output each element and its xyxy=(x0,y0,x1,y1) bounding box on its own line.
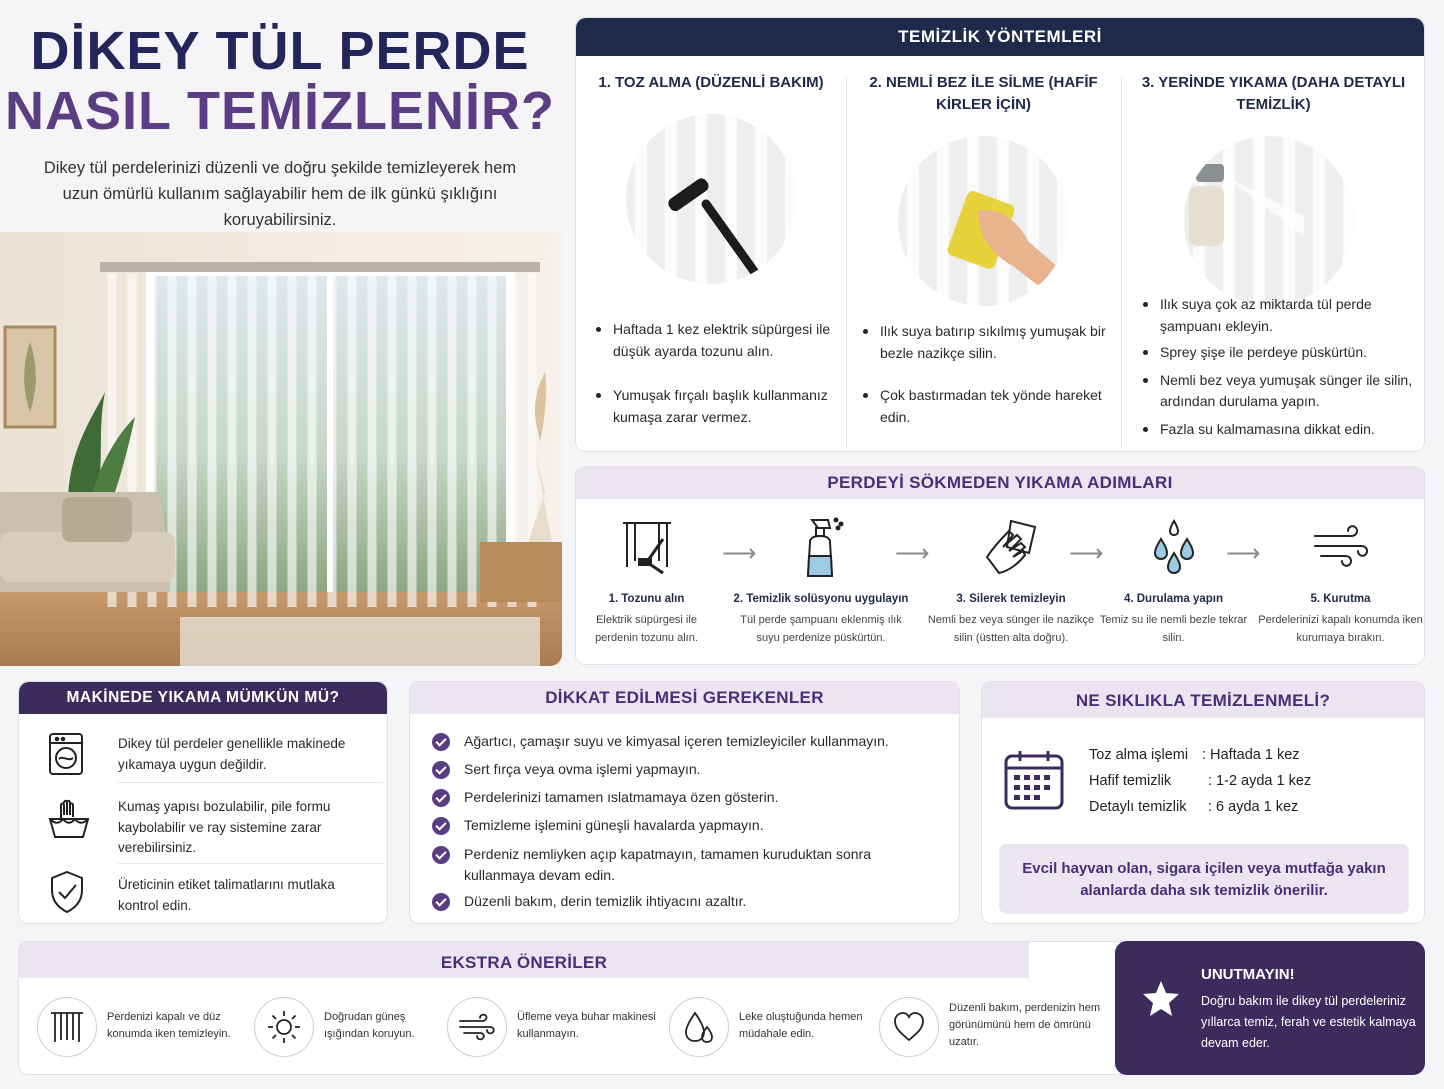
method-bullet: Sprey şişe ile perdeye püskürtün. xyxy=(1143,342,1413,364)
method-bullet: Çok bastırmadan tek yönde hareket edin. xyxy=(863,385,1113,428)
frequency-note: Evcil hayvan olan, sigara içilen veya mutfağa yakın alanlarda daha sık temizlik önerilir. xyxy=(999,844,1409,914)
caution-card xyxy=(409,681,960,924)
cleaning-methods-header: TEMİZLİK YÖNTEMLERİ xyxy=(576,18,1424,56)
shield-check-icon xyxy=(49,870,85,914)
extra-text: Üfleme veya buhar makinesi kullanmayın. xyxy=(517,1011,656,1040)
caution-header: DİKKAT EDİLMESİ GEREKENLER xyxy=(410,682,959,714)
remember-text: Doğru bakım ile dikey tül perdeleriniz yıllarca temiz, ferah ve estetik kalmaya devam eder. xyxy=(1201,994,1416,1050)
method-bullet: Nemli bez veya yumuşak sünger ile silin, ardından durulama yapın. xyxy=(1143,370,1413,413)
step-desc: Nemli bez veya sünger ile nazikçe silin (üstten alta doğru). xyxy=(927,614,1095,644)
machine-text: Kumaş yapısı bozulabilir, pile formu kaybolabilir ve ray sistemine zarar verebilirsiniz. xyxy=(118,799,331,855)
method-bullet: Ilık suya batırıp sıkılmış yumuşak bir bezle nazikçe silin. xyxy=(863,321,1113,364)
extra-text: Perdenizi kapalı ve düz konumda iken temizleyin. xyxy=(107,1011,231,1040)
spray-curtain-photo xyxy=(1184,136,1354,306)
cleaning-methods-card xyxy=(575,17,1425,452)
check-circle-icon xyxy=(432,789,450,807)
wind-icon xyxy=(458,1012,496,1042)
caution-item: Temizleme işlemini güneşli havalarda yapmayın. xyxy=(432,815,942,836)
step-title: 2. Temizlik solüsyonu uygulayın xyxy=(733,593,909,605)
machine-text: Üreticinin etiket talimatlarını mutlaka kontrol edin. xyxy=(118,877,335,913)
arrow-right-icon: ⟶ xyxy=(1226,540,1261,567)
machine-wash-card xyxy=(18,681,388,924)
step-desc: Tül perde şampuanı eklenmiş ılık suyu perdenize püskürtün. xyxy=(740,614,902,644)
caution-item: Perdelerinizi tamamen ıslatmamaya özen gösterin. xyxy=(432,787,942,808)
water-drops-icon xyxy=(1149,517,1199,577)
frequency-row: Hafif temizlik : 1-2 ayda 1 kez xyxy=(1089,773,1312,789)
star-icon xyxy=(1141,979,1181,1019)
frequency-row: Toz alma işlemi : Haftada 1 kez xyxy=(1089,747,1300,763)
method-dusting xyxy=(576,56,846,451)
caution-item: Perdeniz nemliyken açıp kapatmayın, tamamen kuruduktan sonra kullanmaya devam edin. xyxy=(432,844,922,886)
curtain-icon xyxy=(49,1010,85,1044)
remember-box xyxy=(1115,941,1425,1075)
remember-title: UNUTMAYIN! xyxy=(1201,966,1295,983)
hero-section xyxy=(0,0,565,666)
frequency-header: NE SIKLIKLA TEMİZLENMELİ? xyxy=(982,682,1424,718)
heart-icon xyxy=(892,1011,926,1043)
intro-text: Dikey tül perdelerinizi düzenli ve doğru şekilde temizleyerek hem uzun ömürlü kullanım sağlayabilir hem de ilk günkü şıklığını koruyabilirsiniz. xyxy=(43,159,517,229)
method-in-place-wash xyxy=(1121,56,1425,451)
calendar-icon xyxy=(1002,748,1066,812)
check-circle-icon xyxy=(432,893,450,911)
caution-item: Sert fırça veya ovma işlemi yapmayın. xyxy=(432,759,942,780)
step-item xyxy=(1091,507,1256,647)
steps-header: PERDEYİ SÖKMEDEN YIKAMA ADIMLARI xyxy=(576,467,1424,499)
living-room-illustration xyxy=(0,232,562,666)
sun-icon xyxy=(266,1009,302,1045)
machine-text: Dikey tül perdeler genellikle makinede yıkamaya uygun değildir. xyxy=(118,736,346,772)
check-circle-icon xyxy=(432,817,450,835)
step-desc: Temiz su ile nemli bezle tekrar silin. xyxy=(1099,614,1248,644)
extra-tips-card xyxy=(18,941,1126,1075)
vacuum-curtain-photo xyxy=(626,114,796,284)
step-item xyxy=(721,507,921,647)
method-bullet: Ilık suya çok az miktarda tül perde şampuanı ekleyin. xyxy=(1143,294,1413,337)
arrow-right-icon: ⟶ xyxy=(895,540,930,567)
check-circle-icon xyxy=(432,761,450,779)
method-bullet: Fazla su kalmamasına dikkat edin. xyxy=(1143,419,1413,441)
hand-cloth-icon xyxy=(981,517,1041,577)
step-desc: Perdelerinizi kapalı konumda iken kurumaya bırakın. xyxy=(1258,614,1423,644)
method-bullet: Yumuşak fırçalı başlık kullanmanız kumaşa zarar vermez. xyxy=(596,385,836,428)
method-damp-cloth xyxy=(846,56,1121,451)
drops-icon xyxy=(682,1009,716,1045)
caution-item: Düzenli bakım, derin temizlik ihtiyacını azaltır. xyxy=(432,891,942,912)
frequency-card xyxy=(981,681,1425,924)
step-title: 1. Tozunu alın xyxy=(608,593,685,605)
cloth-wipe-photo xyxy=(898,136,1068,306)
check-circle-icon xyxy=(432,733,450,751)
extra-text: Doğrudan güneş ışığından koruyun. xyxy=(324,1011,415,1040)
page-title-line2: NASIL TEMİZLENİR? xyxy=(5,81,555,141)
wind-icon xyxy=(1311,522,1371,572)
machine-wash-header: MAKİNEDE YIKAMA MÜMKÜN MÜ? xyxy=(19,682,387,714)
method-title: 3. YERİNDE YIKAMA (DAHA DETAYLI TEMİZLİK) xyxy=(1141,74,1406,113)
spray-bottle-icon xyxy=(796,514,846,580)
extra-text: Leke oluştuğunda hemen müdahale edin. xyxy=(739,1011,863,1040)
vacuum-icon xyxy=(617,517,677,577)
arrow-right-icon: ⟶ xyxy=(1069,540,1104,567)
step-title: 4. Durulama yapın xyxy=(1123,593,1224,605)
method-bullet: Haftada 1 kez elektrik süpürgesi ile düşük ayarda tozunu alın. xyxy=(596,319,836,362)
caution-item: Ağartıcı, çamaşır suyu ve kimyasal içeren temizleyiciler kullanmayın. xyxy=(432,731,942,752)
step-item xyxy=(575,507,729,647)
check-circle-icon xyxy=(432,846,450,864)
step-item xyxy=(1258,507,1423,647)
hand-wash-icon xyxy=(47,797,91,841)
method-title: 1. TOZ ALMA (DÜZENLİ BAKIM) xyxy=(598,74,824,91)
page-title-line1: DİKEY TÜL PERDE xyxy=(30,21,530,81)
step-title: 5. Kurutma xyxy=(1310,593,1371,605)
frequency-row: Detaylı temizlik : 6 ayda 1 kez xyxy=(1089,799,1299,815)
extra-text: Düzenli bakım, perdenizin hem görünümünü hem de ömrünü uzatır. xyxy=(949,1002,1101,1048)
step-desc: Elektrik süpürgesi ile perdenin tozunu alın. xyxy=(595,614,698,644)
step-title: 3. Silerek temizleyin xyxy=(956,593,1066,605)
method-title: 2. NEMLİ BEZ İLE SİLME (HAFİF KİRLER İÇİN) xyxy=(869,74,1098,113)
step-item xyxy=(911,507,1111,647)
washing-machine-icon xyxy=(46,732,86,776)
steps-card xyxy=(575,466,1425,665)
arrow-right-icon: ⟶ xyxy=(722,540,757,567)
extra-tips-header: EKSTRA ÖNERİLER xyxy=(19,942,1029,978)
